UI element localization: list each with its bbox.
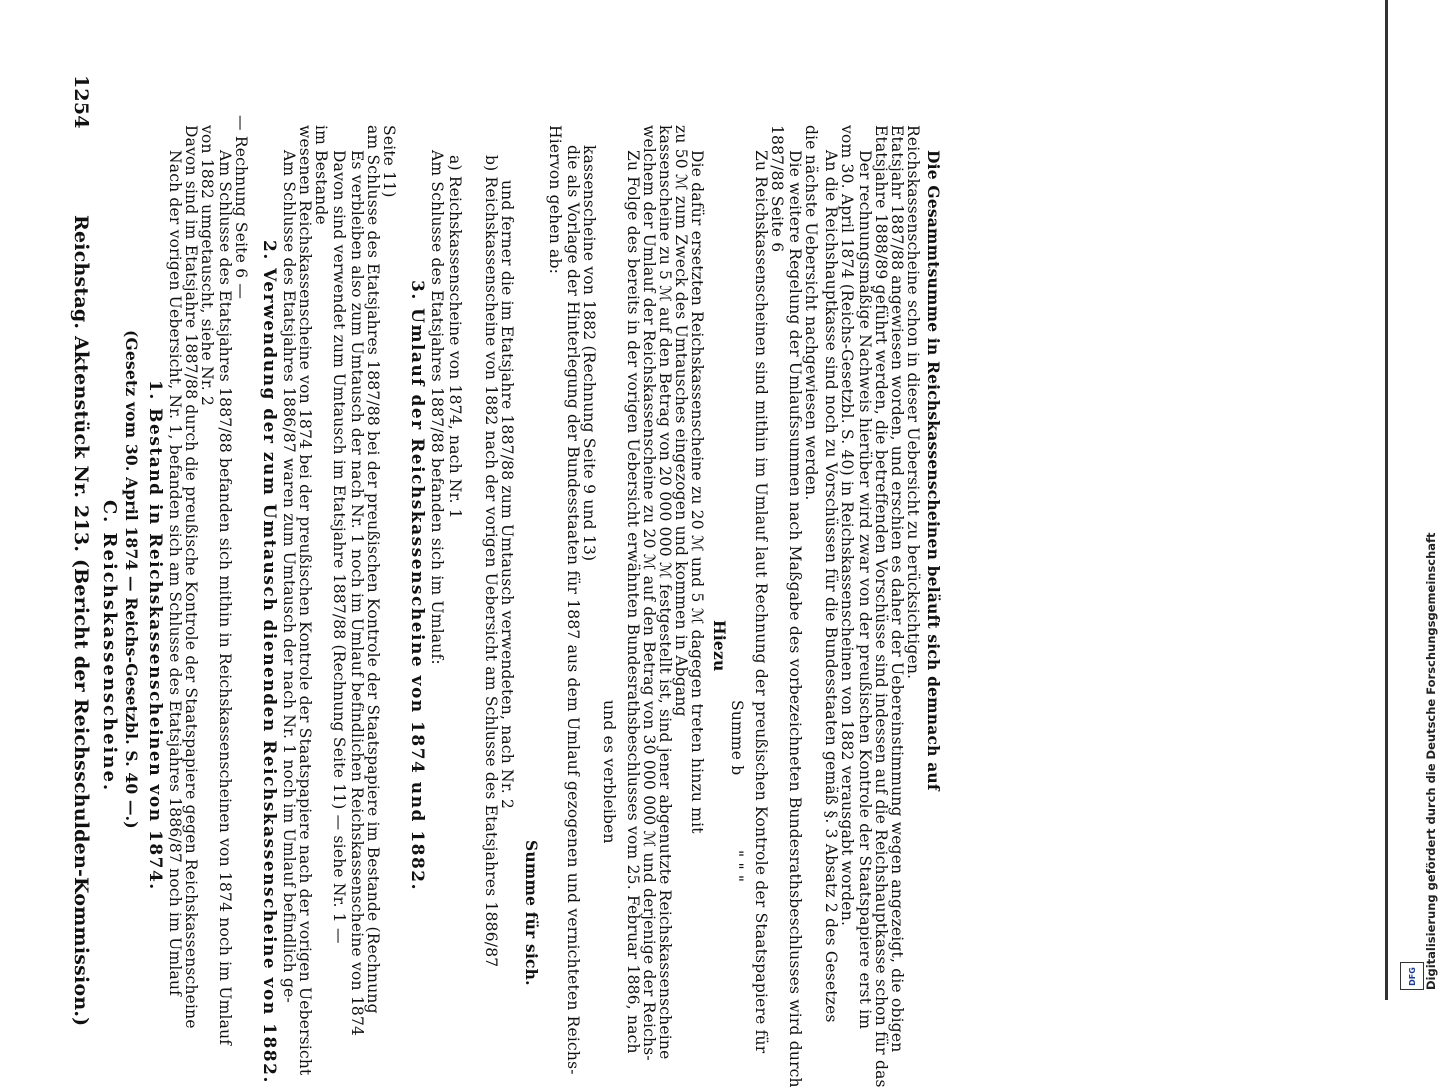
part3-line: 1887/88 Seite 6: [768, 125, 786, 253]
sum-label: Summe für sich.: [522, 840, 541, 986]
dfg-logo-icon: DFG: [1400, 962, 1424, 990]
part1-heading: 1. Bestand in Reichskassenscheinen von 1874.: [145, 380, 165, 891]
section-title: C. Reichskassenscheine.: [99, 500, 120, 793]
page-number: 1254: [70, 75, 92, 129]
part1-line: Davon sind im Etatsjahre 1887/88 durch die preußische Kontrole der Staatspapiere gegen Reichskassenscheine: [182, 125, 200, 1029]
part3-line: kassenscheine von 1882 (Rechnung Seite 9 und 13): [580, 145, 598, 562]
part1-line: — Rechnung Seite 6 —: [232, 115, 250, 300]
part3-line: Hiervon gehen ab:: [546, 125, 564, 275]
part2-line: wesenen Reichskassenscheine von 1874 bei der preußischen Kontrole der Staatspapiere nach der vorigen Uebersicht: [296, 125, 314, 1076]
funding-note-text: Digitalisierung gefördert durch die Deutsche Forschungsgemeinschaft: [1424, 532, 1438, 990]
part3-line: Zu Reichskassenscheinen sind mithin im Umlauf laut Rechnung der preußischen Kontrole der Staatspapiere für: [752, 150, 770, 1054]
part3-line: b) Reichskassenscheine von 1882 nach der vorigen Uebersicht am Schlusse des Etatsjahres 1886/87: [482, 155, 500, 968]
part3-line: Der rechnungsmäßige Nachweis hierüber wird zwar von der preußischen Kontrole der Staatspapiere erst im: [856, 150, 874, 1030]
ditto-marks: " " ": [728, 850, 746, 883]
hiezu-label: Hiezu: [710, 620, 729, 672]
part3-line: kassenscheine zu 5 ℳ auf den Betrag von 20 000 000 ℳ festgestellt ist, sind jener abgenutzte Reichskassenscheine: [656, 125, 674, 1060]
part2-heading: 2. Verwendung der zum Umtausch dienenden Reichskassenscheine von 1882.: [259, 240, 279, 1084]
part3-line: und ferner die im Etatsjahre 1887/88 zum Umtausch verwendeten, nach Nr. 2: [498, 180, 516, 810]
part3-line: Die weitere Regelung der Umlaufssummen nach Maßgabe des vorbezeichneten Bundesrathsbeschlusses wird durch: [786, 150, 804, 1088]
part3-line: Am Schlusse des Etatsjahres 1887/88 befanden sich im Umlauf:: [428, 150, 446, 665]
part2-line: Seite 11): [380, 125, 398, 198]
part2-line: Am Schlusse des Etatsjahres 1886/87 waren zum Umtausch der nach Nr. 1 noch im Umlauf befindlich ge-: [280, 150, 298, 1003]
page-header-title: Reichstag. Aktenstück Nr. 213. (Bericht der Reichsschulden-Kommission.): [70, 215, 92, 1027]
part3-line: Reichskassenscheine schon in dieser Uebersicht zu berücksichtigen.: [904, 125, 922, 680]
part3-line: die nächste Uebersicht nachgewiesen werden.: [802, 125, 820, 501]
part1-line: von 1882 umgetauscht, siehe Nr. 2: [198, 125, 216, 407]
part2-line: am Schlusse des Etatsjahres 1887/88 bei der preußischen Kontrole der Staatspapiere im Bestande (Rechnung: [364, 125, 382, 1014]
funding-notice: [1394, 532, 1438, 990]
part3-line: An die Reichshauptkasse sind noch zu Vorschüssen für die Bundesstaaten gemäß §. 3 Absatz 2 des Gesetzes: [822, 150, 840, 1023]
part1-line: Nach der vorigen Uebersicht, Nr. 1, befanden sich am Schlusse des Etatsjahres 1886/87 noch im Umlauf: [166, 150, 184, 997]
part3-line: vom 30. April 1874 (Reichs-Gesetzbl. S. 40) in Reichskassenscheinen von 1882 verausgabt worden.: [838, 125, 856, 927]
part3-line: a) Reichskassenscheine von 1874, nach Nr. 1: [446, 155, 464, 519]
part2-line: im Bestande: [312, 125, 330, 225]
part3-line: Etatsjahre 1888/89 geführt werden, die betreffenden Vorschüsse sind indessen auf die Reichshauptkasse schon für das: [872, 125, 890, 1088]
law-reference: (Gesetz vom 30. April 1874 — Reichs-Gesetzbl. S. 40 —.): [122, 330, 141, 829]
part3-line: Die dafür ersetzten Reichskassenscheine zu 20 ℳ und 5 ℳ dagegen treten hinzu mit: [688, 150, 706, 834]
part3-line: welchem der Umlauf der Reichskassenscheine zu 20 ℳ auf den Betrag von 30 000 000 ℳ und derjenige der Reichs-: [640, 125, 658, 1061]
part3-line: die als Vorlage der Hinterlegung der Bundesstaaten für 1887 aus dem Umlauf gezogenen und vernichteten Reichs-: [564, 145, 582, 1075]
part3-line: Die Gesammtsumme in Reichskassenscheinen beläuft sich demnach auf: [924, 150, 943, 791]
part3-line: zu 50 ℳ zum Zweck des Umtausches eingezogen und kommen in Abgang: [672, 125, 690, 717]
summe-b-label: Summe b: [728, 700, 746, 776]
part3-heading: 3. Umlauf der Reichskassenscheine von 1874 und 1882.: [407, 280, 427, 892]
part3-line: Etatsjahr 1887/88 angewiesen worden, und erschien es daher der Uebereinstimmung wegen angezeigt, die obigen: [888, 125, 906, 1053]
part1-line: Am Schlusse des Etatsjahres 1887/88 befanden sich mithin in Reichskassenscheinen von 1874 noch im Umlauf: [216, 150, 234, 1046]
remain-label: und es verbleiben: [600, 700, 618, 844]
part2-line: Davon sind verwendet zum Umtausch im Etatsjahre 1887/88 (Rechnung Seite 11) — siehe Nr. 1 —: [330, 150, 348, 944]
page-edge-rule: [1385, 0, 1388, 1000]
part3-line: Zu Folge des bereits in der vorigen Uebersicht erwähnten Bundesrathsbeschlusses vom 25. Februar 1886, nach: [624, 150, 642, 1054]
part2-line: Es verbleiben also zum Umtausch der nach Nr. 1 noch im Umlauf befindlichen Reichskassenscheine von 1874: [348, 150, 366, 1037]
